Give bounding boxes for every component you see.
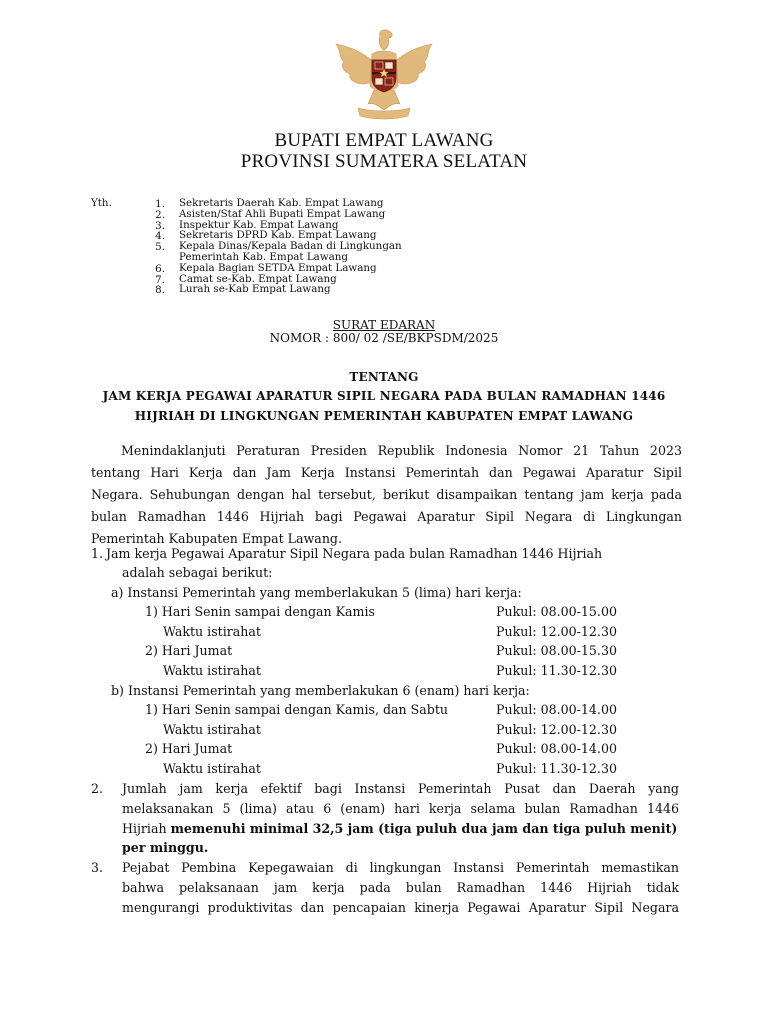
point-2-line: Jumlah jam kerja efektif bagi Instansi Pemerintah Pusat dan Daerah yang [122, 781, 679, 796]
recipient-item: Kepala Dinas/Kepala Badan di Lingkungan [179, 240, 402, 253]
schedule-time: Pukul: 11.30-12.30 [496, 663, 617, 678]
schedule-label: Waktu istirahat [163, 663, 261, 678]
intro-line: bulan Ramadhan 1446 Hijriah bagi Pegawai Aparatur Sipil Negara di Lingkungan [91, 509, 682, 524]
intro-line: Pemerintah Kabupaten Empat Lawang. [91, 531, 342, 546]
schedule-time: Pukul: 08.00-15.00 [496, 604, 617, 619]
schedule-label: 1) Hari Senin sampai dengan Kamis [145, 604, 375, 619]
recipient-item: Pemerintah Kab. Empat Lawang [179, 251, 348, 263]
schedule-label: 2) Hari Jumat [145, 741, 233, 756]
recipient-number: 2. [155, 208, 165, 221]
recipient-item: Asisten/Staf Ahli Bupati Empat Lawang [179, 207, 386, 220]
issuer-province: PROVINSI SUMATERA SELATAN [240, 151, 528, 172]
recipient-number: 7. [155, 273, 165, 286]
schedule-time: Pukul: 12.00-12.30 [496, 722, 617, 737]
recipient-item: Sekretaris Daerah Kab. Empat Lawang [179, 197, 384, 209]
point-3-line: bahwa pelaksanaan jam kerja pada bulan Ramadhan 1446 Hijriah tidak [122, 880, 679, 895]
point-1-number: 1. [91, 546, 104, 561]
point-2-line: per minggu. [122, 840, 209, 855]
schedule-time: Pukul: 08.00-14.00 [496, 702, 617, 717]
point-2-number: 2. [91, 781, 104, 796]
schedule-label: Waktu istirahat [163, 624, 261, 639]
subject-label: TENTANG [349, 370, 419, 384]
point-2-line: Hijriah memenuhi minimal 32,5 jam (tiga puluh dua jam dan tiga puluh menit) [122, 821, 678, 836]
recipient-number: 8. [155, 284, 165, 297]
schedule-time: Pukul: 08.00-15.30 [496, 643, 617, 658]
schedule-label: Waktu istirahat [163, 761, 261, 776]
intro-line: Negara. Sehubungan dengan hal tersebut, berikut disampaikan tentang jam kerja pada [91, 487, 682, 502]
schedule-label: 1) Hari Senin sampai dengan Kamis, dan Sabtu [145, 702, 449, 717]
point-3-line: mengurangi produktivitas dan pencapaian kinerja Pegawai Aparatur Sipil Negara [122, 900, 679, 915]
schedule-label: 2) Hari Jumat [145, 643, 233, 658]
recipient-item: Sekretaris DPRD Kab. Empat Lawang [179, 229, 377, 242]
point-3-line: Pejabat Pembina Kepegawaian di lingkungan Instansi Pemerintah memastikan [122, 860, 679, 875]
schedule-time: Pukul: 12.00-12.30 [496, 624, 617, 639]
circular-number: NOMOR : 800/ 02 /SE/BKPSDM/2025 [269, 331, 499, 345]
point-3-number: 3. [91, 860, 104, 875]
subject-line-1: JAM KERJA PEGAWAI APARATUR SIPIL NEGARA PADA BULAN RAMADHAN 1446 [102, 389, 666, 403]
subject-line-2: HIJRIAH DI LINGKUNGAN PEMERINTAH KABUPATEN EMPAT LAWANG [134, 409, 634, 423]
point-1-line: adalah sebagai berikut: [122, 565, 273, 580]
recipient-number: 5. [155, 241, 165, 254]
recipient-number: 6. [155, 262, 165, 275]
recipient-number: 4. [155, 230, 165, 243]
intro-line: Menindaklanjuti Peraturan Presiden Republik Indonesia Nomor 21 Tahun 2023 [121, 443, 682, 458]
garuda-emblem-icon [328, 26, 440, 126]
recipient-number: 1. [155, 198, 165, 210]
point-1-line: Jam kerja Pegawai Aparatur Sipil Negara pada bulan Ramadhan 1446 Hijriah [106, 546, 603, 561]
recipient-item: Inspektur Kab. Empat Lawang [179, 218, 339, 231]
issuer-title: BUPATI EMPAT LAWANG [274, 130, 494, 151]
recipient-item: Kepala Bagian SETDA Empat Lawang [179, 261, 377, 274]
recipient-item: Camat se-Kab. Empat Lawang [179, 272, 337, 285]
recipient-item: Lurah se-Kab Empat Lawang [179, 283, 331, 296]
point-2-line: melaksanakan 5 (lima) atau 6 (enam) hari kerja selama bulan Ramadhan 1446 [122, 801, 679, 816]
circular-title: SURAT EDARAN [332, 318, 436, 332]
schedule-time: Pukul: 11.30-12.30 [496, 761, 617, 776]
recipient-number: 3. [155, 219, 165, 232]
point-1b-heading: b) Instansi Pemerintah yang memberlakukan 6 (enam) hari kerja: [111, 683, 530, 698]
recipient-label: Yth. [91, 197, 112, 209]
point-1a-heading: a) Instansi Pemerintah yang memberlakukan 5 (lima) hari kerja: [111, 585, 522, 600]
intro-line: tentang Hari Kerja dan Jam Kerja Instansi Pemerintah dan Pegawai Aparatur Sipil [91, 465, 682, 480]
schedule-label: Waktu istirahat [163, 722, 261, 737]
schedule-time: Pukul: 08.00-14.00 [496, 741, 617, 756]
